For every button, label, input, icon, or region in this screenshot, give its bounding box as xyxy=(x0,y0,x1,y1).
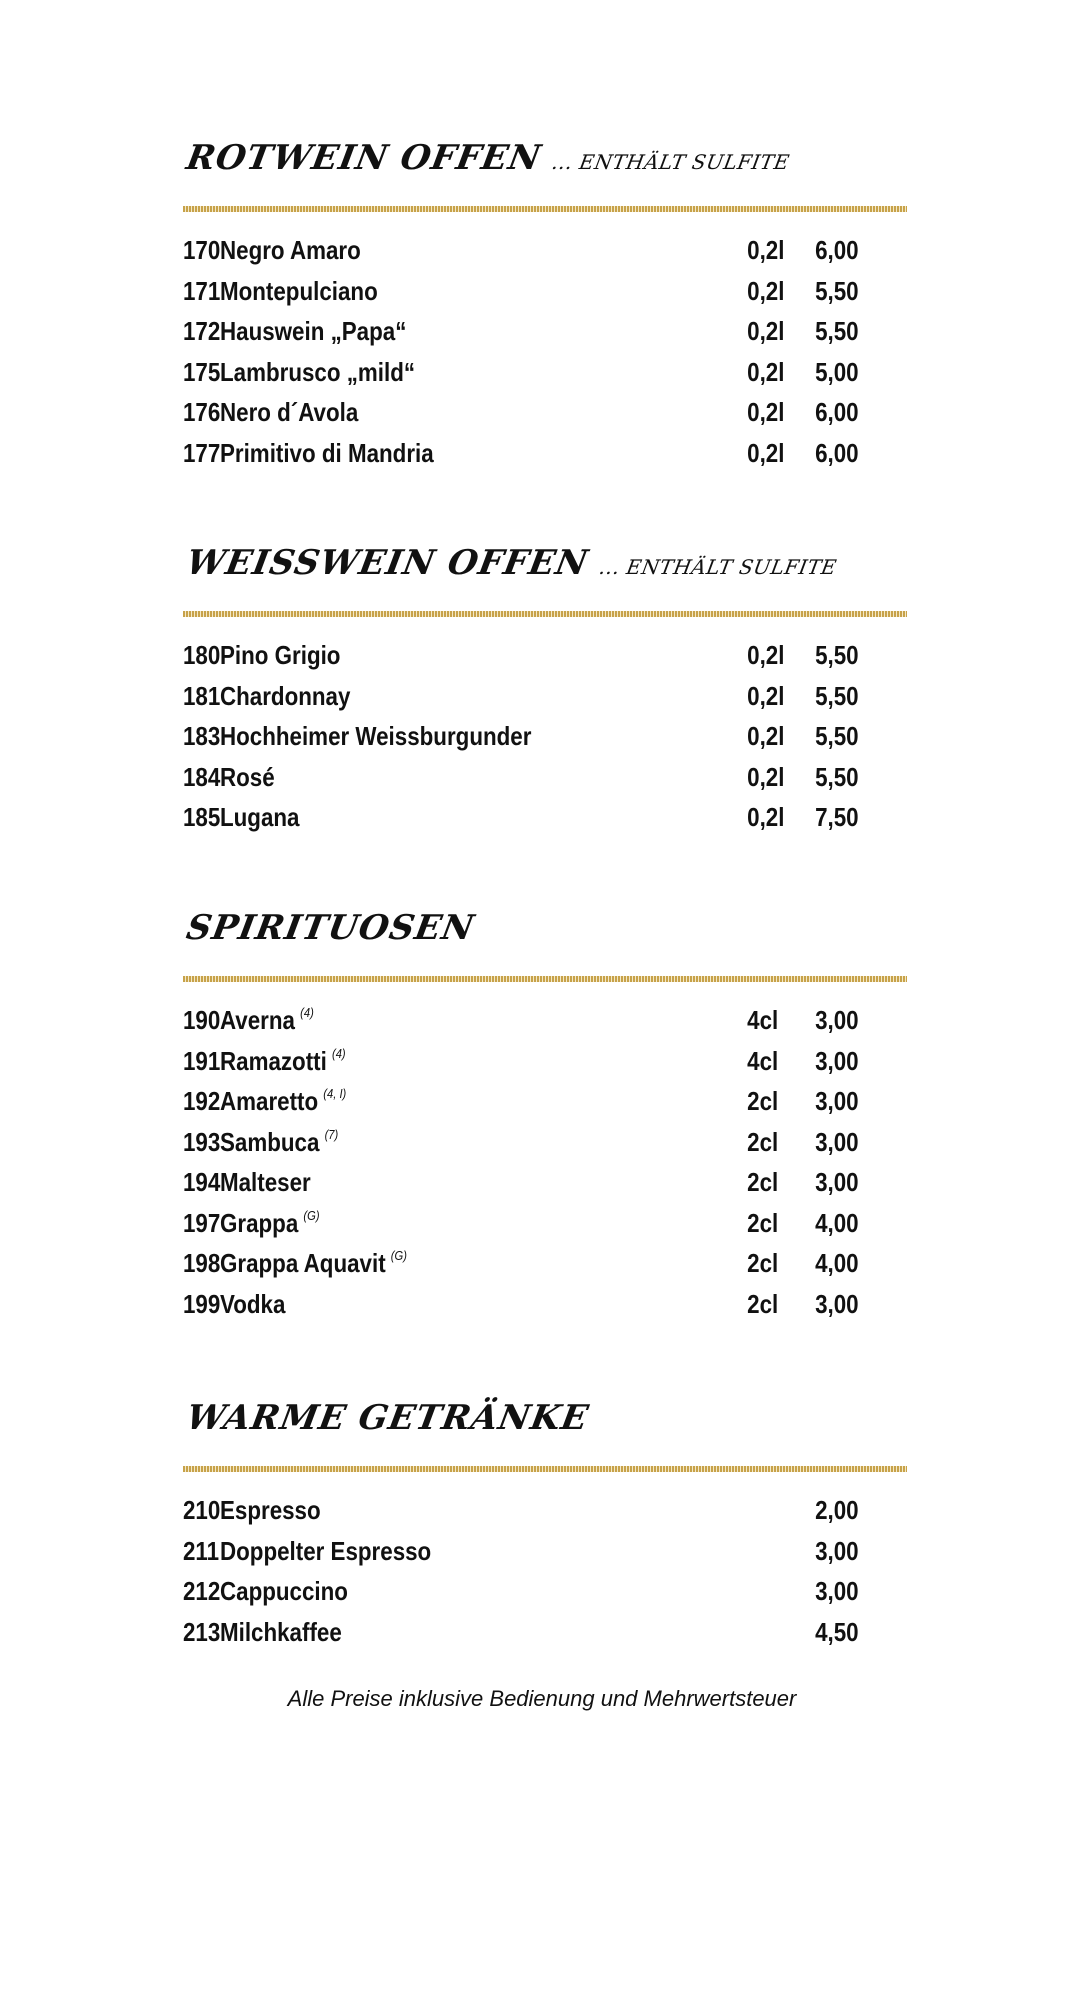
allergen-note: (G) xyxy=(390,1248,407,1263)
item-number: 172 xyxy=(183,316,221,346)
item-name-wrap xyxy=(220,1086,346,1117)
item-price: 3,00 xyxy=(815,1535,859,1566)
item-name: Hochheimer Weissburgunder xyxy=(219,721,532,751)
item-number: 171 xyxy=(183,275,221,306)
allergen-note: (4) xyxy=(300,1005,314,1020)
item-name-wrap xyxy=(220,1005,314,1036)
item-number: 211 xyxy=(183,1535,220,1566)
item-name-wrap xyxy=(220,1127,338,1158)
item-name-wrap xyxy=(220,1046,346,1077)
item-size: 0,2l xyxy=(747,235,785,265)
item-list xyxy=(183,1001,907,1325)
item-number: 199 xyxy=(183,1288,221,1319)
section-divider xyxy=(183,206,907,212)
menu-item xyxy=(183,1532,907,1573)
menu-item xyxy=(183,717,907,758)
item-size: 0,2l xyxy=(747,316,785,346)
section-title: SPIRITUOSEN xyxy=(183,908,478,948)
item-name: Milchkaffee xyxy=(219,1616,342,1647)
item-size: 2cl xyxy=(747,1126,779,1157)
item-size: 0,2l xyxy=(747,356,785,387)
item-name: Averna xyxy=(219,1005,295,1035)
item-list xyxy=(183,231,907,474)
item-price: 3,00 xyxy=(815,1005,859,1035)
item-name-wrap xyxy=(220,1495,321,1526)
item-price: 4,00 xyxy=(815,1207,859,1238)
item-price: 3,00 xyxy=(815,1167,859,1197)
menu-item xyxy=(183,1613,907,1654)
item-size: 0,2l xyxy=(747,802,785,832)
item-number: 210 xyxy=(183,1495,221,1525)
section-note: ... ENTHÄLT SULFITE xyxy=(597,555,839,579)
menu-item xyxy=(183,272,907,313)
item-price: 5,50 xyxy=(815,316,859,346)
item-name-wrap xyxy=(220,762,275,793)
price-footnote: Alle Preise inklusive Bedienung und Mehrwertsteuer xyxy=(287,1686,797,1711)
item-name: Cappuccino xyxy=(219,1576,348,1606)
menu-item xyxy=(183,1042,907,1083)
item-list xyxy=(183,1491,907,1653)
section-spirituosen xyxy=(183,906,907,1325)
menu-item xyxy=(183,231,907,272)
item-name: Chardonnay xyxy=(219,680,351,711)
item-number: 184 xyxy=(183,761,221,792)
item-name: Espresso xyxy=(219,1495,321,1525)
item-number: 170 xyxy=(183,235,221,265)
item-name-wrap xyxy=(220,681,350,712)
item-name: Sambuca xyxy=(219,1126,320,1157)
item-name-wrap xyxy=(220,1576,348,1607)
item-number: 183 xyxy=(183,721,221,751)
menu-item xyxy=(183,353,907,394)
item-name-wrap xyxy=(220,397,358,428)
item-name: Ramazotti xyxy=(219,1045,327,1076)
item-name: Pino Grigio xyxy=(219,640,341,670)
item-list xyxy=(183,636,907,839)
item-size: 4cl xyxy=(747,1045,779,1076)
section-note: ... ENTHÄLT SULFITE xyxy=(550,150,792,174)
item-name: Vodka xyxy=(219,1288,286,1319)
allergen-note: (7) xyxy=(324,1126,339,1142)
item-price: 5,50 xyxy=(815,275,859,306)
item-name: Montepulciano xyxy=(219,275,378,306)
section-heading xyxy=(183,1396,915,1440)
section-heading xyxy=(183,541,915,585)
section-title: WEISSWEIN OFFEN xyxy=(183,543,592,583)
item-size: 4cl xyxy=(747,1005,779,1035)
item-size: 0,2l xyxy=(747,275,785,306)
item-size: 0,2l xyxy=(747,721,785,751)
item-price: 7,50 xyxy=(815,802,859,832)
item-price: 6,00 xyxy=(815,437,859,468)
item-number: 194 xyxy=(183,1167,221,1197)
section-heading xyxy=(183,136,915,180)
item-price: 4,50 xyxy=(815,1616,859,1647)
item-size: 0,2l xyxy=(747,640,785,670)
item-name: Grappa Aquavit xyxy=(219,1248,386,1278)
item-size: 2cl xyxy=(747,1167,779,1197)
menu-item xyxy=(183,1244,907,1285)
item-number: 190 xyxy=(183,1005,221,1035)
item-number: 197 xyxy=(183,1207,221,1238)
menu-item xyxy=(183,434,907,475)
item-name-wrap xyxy=(220,721,531,752)
item-price: 2,00 xyxy=(815,1495,859,1525)
item-size: 2cl xyxy=(747,1288,779,1319)
section-rotwein-offen xyxy=(183,136,907,474)
item-number: 192 xyxy=(183,1086,221,1116)
menu-item xyxy=(183,677,907,718)
item-price: 5,50 xyxy=(815,640,859,670)
item-number: 177 xyxy=(183,437,221,468)
item-number: 212 xyxy=(183,1576,221,1606)
item-name-wrap xyxy=(220,1289,285,1320)
item-name-wrap xyxy=(220,1536,431,1567)
item-number: 176 xyxy=(183,397,221,427)
item-name: Primitivo di Mandria xyxy=(219,437,434,468)
item-name-wrap xyxy=(220,1248,407,1279)
item-size: 2cl xyxy=(747,1086,779,1116)
item-number: 180 xyxy=(183,640,221,670)
item-name-wrap xyxy=(220,802,300,833)
item-price: 5,50 xyxy=(815,721,859,751)
allergen-note: (4, I) xyxy=(323,1086,347,1101)
menu-item xyxy=(183,1123,907,1164)
item-name-wrap xyxy=(220,316,406,347)
menu-item xyxy=(183,1204,907,1245)
item-name-wrap xyxy=(220,1617,342,1648)
item-name-wrap xyxy=(220,640,340,671)
item-name: Hauswein „Papa“ xyxy=(219,316,407,346)
item-name: Amaretto xyxy=(219,1086,319,1116)
section-heading xyxy=(183,906,915,950)
item-number: 175 xyxy=(183,356,221,387)
item-price: 3,00 xyxy=(815,1126,859,1157)
item-name: Grappa xyxy=(219,1207,299,1238)
item-name: Lugana xyxy=(219,802,300,832)
menu-item xyxy=(183,798,907,839)
item-price: 3,00 xyxy=(815,1576,859,1606)
item-price: 6,00 xyxy=(815,235,859,265)
allergen-note: (4) xyxy=(331,1045,346,1061)
item-price: 6,00 xyxy=(815,397,859,427)
menu-item xyxy=(183,1163,907,1204)
item-size: 0,2l xyxy=(747,761,785,792)
menu-item xyxy=(183,1285,907,1326)
menu-item xyxy=(183,1572,907,1613)
menu-item xyxy=(183,1491,907,1532)
item-name-wrap xyxy=(220,1167,311,1198)
section-divider xyxy=(183,611,907,617)
allergen-note: (G) xyxy=(303,1207,320,1223)
item-name: Nero d´Avola xyxy=(219,397,359,427)
item-number: 185 xyxy=(183,802,221,832)
item-size: 0,2l xyxy=(747,397,785,427)
item-size: 2cl xyxy=(747,1248,779,1278)
menu-item xyxy=(183,1082,907,1123)
item-price: 3,00 xyxy=(815,1086,859,1116)
item-size: 0,2l xyxy=(747,437,785,468)
menu-item xyxy=(183,312,907,353)
item-name-wrap xyxy=(220,276,378,307)
item-price: 3,00 xyxy=(815,1045,859,1076)
item-name-wrap xyxy=(220,235,361,266)
item-number: 181 xyxy=(183,680,221,711)
item-price: 4,00 xyxy=(815,1248,859,1278)
item-name-wrap xyxy=(220,357,415,388)
section-weisswein-offen xyxy=(183,541,907,839)
menu-item xyxy=(183,636,907,677)
section-divider xyxy=(183,976,907,982)
item-price: 5,50 xyxy=(815,680,859,711)
item-name-wrap xyxy=(220,438,434,469)
section-title: ROTWEIN OFFEN xyxy=(183,138,545,178)
item-name: Negro Amaro xyxy=(219,235,361,265)
item-name: Malteser xyxy=(219,1167,311,1197)
item-number: 193 xyxy=(183,1126,221,1157)
section-divider xyxy=(183,1466,907,1472)
menu-item xyxy=(183,1001,907,1042)
item-price: 5,50 xyxy=(815,761,859,792)
section-warme-getraenke xyxy=(183,1396,907,1653)
menu-item xyxy=(183,758,907,799)
menu-item xyxy=(183,393,907,434)
section-title: WARME GETRÄNKE xyxy=(183,1398,592,1438)
item-number: 191 xyxy=(183,1045,221,1076)
item-size: 2cl xyxy=(747,1207,779,1238)
item-size: 0,2l xyxy=(747,680,785,711)
item-number: 198 xyxy=(183,1248,221,1278)
item-name-wrap xyxy=(220,1208,320,1239)
item-price: 3,00 xyxy=(815,1288,859,1319)
item-name: Lambrusco „mild“ xyxy=(219,356,416,387)
item-name: Doppelter Espresso xyxy=(219,1535,432,1566)
item-name: Rosé xyxy=(219,761,275,792)
item-number: 213 xyxy=(183,1616,221,1647)
item-price: 5,00 xyxy=(815,356,859,387)
